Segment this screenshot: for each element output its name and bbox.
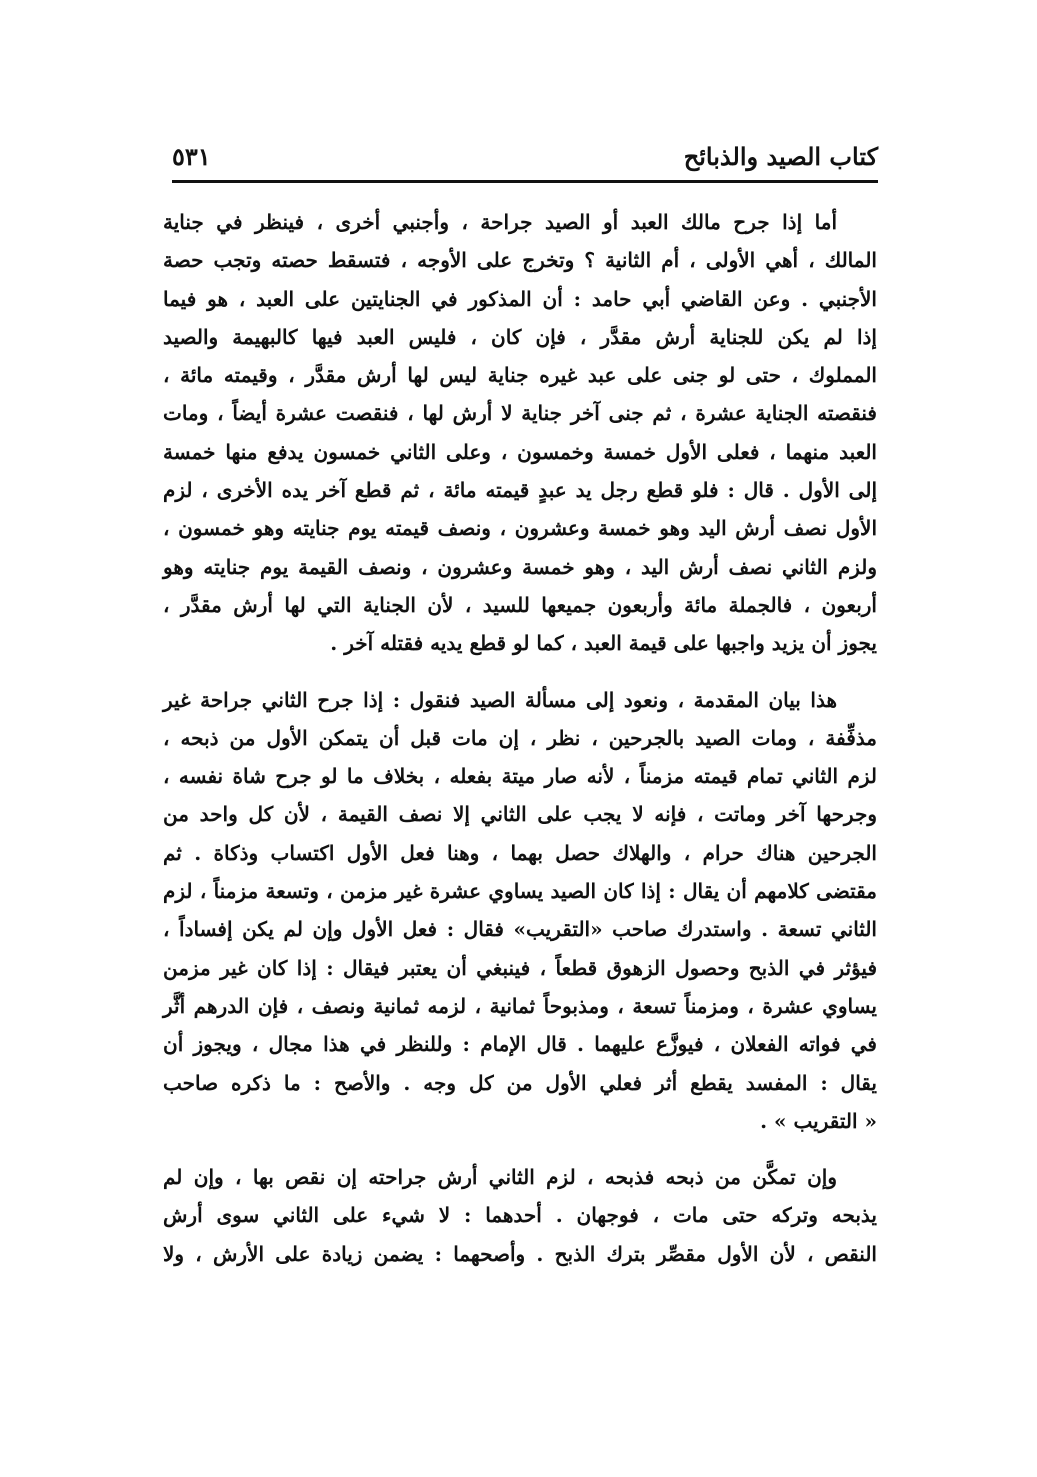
text-line: النقص ، لأن الأول مقصِّر بترك الذبح . وأصحهما : يضمن زيادة على الأرش ، ولا (163, 1241, 877, 1266)
paragraph (163, 1158, 877, 1273)
text-line: المملوك ، حتى لو جنى على عبد غيره جناية ليس لها أرش مقدَّر ، وقيمته مائة ، (163, 363, 877, 388)
paragraph (163, 681, 877, 1141)
text-line: أما إذا جرح مالك العبد أو الصيد جراحة ، وأجنبي أخرى ، فينظر في جناية (163, 210, 837, 234)
page-header (172, 140, 878, 183)
text-line: العبد منهما ، فعلى الأول خمسة وخمسون ، وعلى الثاني خمسون يدفع منها خمسة (163, 439, 877, 464)
text-line: إذا لم يكن للجناية أرش مقدَّر ، فإن كان ، فليس العبد فيها كالبهيمة والصيد (163, 324, 877, 349)
text-line: أربعون ، فالجملة مائة وأربعون جميعها للسيد ، لأن الجناية التي لها أرش مقدَّر ، (163, 592, 877, 617)
text-line: يقال : المفسد يقطع أثر فعلي الأول من كل وجه . والأصح : ما ذكره صاحب (163, 1070, 877, 1095)
page-body (163, 203, 877, 1273)
text-line: لزم الثاني تمام قيمته مزمناً ، لأنه صار ميتة بفعله ، بخلاف ما لو جرح شاة نفسه ، (163, 764, 877, 789)
text-line: يجوز أن يزيد واجبها على قيمة العبد ، كما لو قطع يديه فقتله آخر . (330, 631, 877, 656)
text-line: مقتضى كلامهم أن يقال : إذا كان الصيد يساوي عشرة غير مزمن ، وتسعة مزمناً ، لزم (163, 879, 877, 904)
text-line: وجرحها آخر وماتت ، فإنه لا يجب على الثاني إلا نصف القيمة ، لأن كل واحد من (163, 802, 877, 827)
text-line: ولزم الثاني نصف أرش اليد ، وهو خمسة وعشرون ، ونصف القيمة يوم جنايته وهو (163, 554, 877, 579)
text-line: هذا بيان المقدمة ، ونعود إلى مسألة الصيد فنقول : إذا جرح الثاني جراحة غير (163, 687, 837, 712)
text-line: فنقصته الجناية عشرة ، ثم جنى آخر جناية لا أرش لها ، فنقصت عشرة أيضاً ، ومات (163, 401, 877, 426)
text-line: « التقريب » . (760, 1108, 877, 1133)
running-title: كتاب الصيد والذبائح (683, 142, 878, 171)
page-number: ٥٣١ (172, 142, 211, 171)
text-line: الأول نصف أرش اليد وهو خمسة وعشرون ، ونصف قيمته يوم جنايته وهو خمسون ، (163, 516, 877, 541)
text-line: إلى الأول . قال : فلو قطع رجل يد عبدٍ قيمته مائة ، ثم قطع آخر يده الأخرى ، لزم (163, 478, 877, 503)
text-line: الثاني تسعة . واستدرك صاحب «التقريب» فقال : فعل الأول وإن لم يكن إفساداً ، (163, 917, 877, 942)
text-line: في فواته الفعلان ، فيوزَّع عليهما . قال الإمام : وللنظر في هذا مجال ، ويجوز أن (163, 1032, 877, 1057)
text-line: الأجنبي . وعن القاضي أبي حامد : أن المذكور في الجنايتين على العبد ، هو فيما (163, 286, 877, 311)
text-line: وإن تمكَّن من ذبحه فذبحه ، لزم الثاني أرش جراحته إن نقص بها ، وإن لم (163, 1165, 837, 1190)
text-line: يساوي عشرة ، ومزمناً تسعة ، ومذبوحاً ثمانية ، لزمه ثمانية ونصف ، فإن الدرهم أثَّر (163, 993, 877, 1018)
text-line: المالك ، أهي الأولى ، أم الثانية ؟ وتخرج على الأوجه ، فتسقط حصته وتجب حصة (163, 248, 877, 273)
text-line: فيؤثر في الذبح وحصول الزهوق قطعاً ، فينبغي أن يعتبر فيقال : إذا كان غير مزمن (163, 955, 877, 980)
text-line: الجرحين هناك حرام ، والهلاك حصل بهما ، وهنا فعل الأول اكتساب وذكاة . ثم (163, 840, 877, 865)
text-line: يذبحه وتركه حتى مات ، فوجهان . أحدهما : لا شيء على الثاني سوى أرش (163, 1203, 877, 1228)
paragraph (163, 203, 877, 663)
text-line: مذفِّفة ، ومات الصيد بالجرحين ، نظر ، إن مات قبل أن يتمكن الأول من ذبحه ، (163, 725, 877, 750)
